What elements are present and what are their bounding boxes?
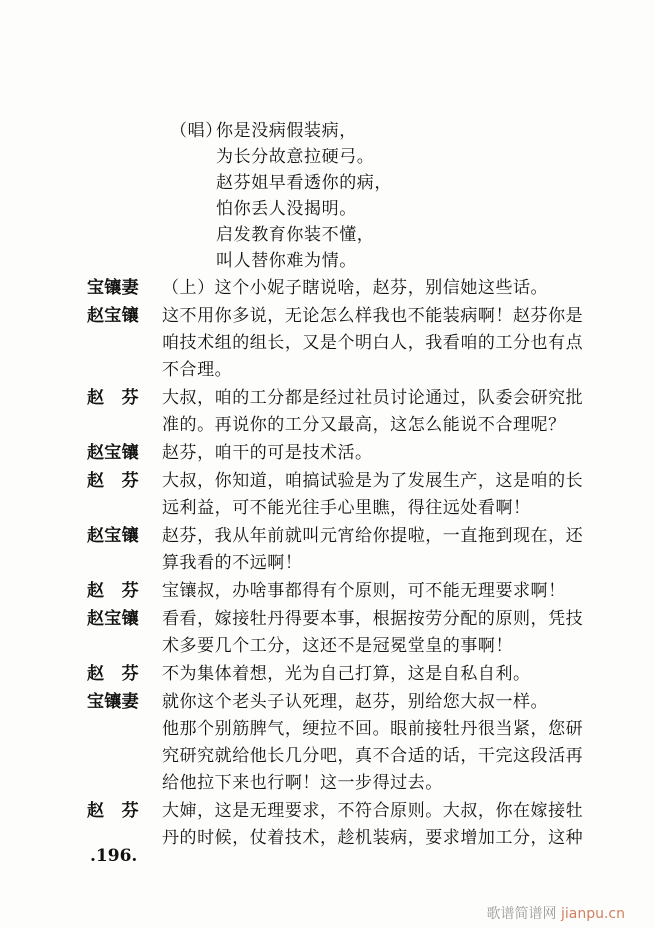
verse-line [170,222,655,248]
dialogue-line: 他那个别筋脾气，绠拉不回。眼前接牡丹很当紧，您研 [162,719,584,739]
stage-cue: （唱） [170,121,223,141]
dialogue-line: 宝镶叔，办啥事都得有个原则，可不能无理要求啊！ [162,581,566,601]
watermark [487,903,625,923]
verse-text: 启发教育你装不懂， [216,225,375,245]
dialogue-line: 究研究就给他长几分吧，真不合适的话，干完这段活再 [162,746,584,766]
speaker-name: 赵宝镶 [87,443,139,463]
verse-line [170,248,655,274]
dialogue-line: 给他拉下来也行啊！这一步得过去。 [162,773,443,793]
speaker-name: 宝镶妻 [87,692,139,712]
dialogue-line: 这不用你多说，无论怎么样我也不能装病啊！赵芬你是 [162,306,584,326]
verse-line [170,170,655,196]
dialogue [0,275,655,852]
speaker-name: 赵 芬 [87,581,139,601]
dialogue-line: 准的。再说你的工分又最高，这怎么能说不合理呢？ [162,415,566,435]
dialogue-line: 丹的时候，仗着技术，趁机装病，要求增加工分，这种 [162,828,584,848]
dialogue-line: 大婶，这是无理要求，不符合原则。大叔，你在嫁接牡 [162,801,584,821]
speaker-name: 赵 芬 [87,801,139,821]
dialogue-block [0,303,655,384]
dialogue-line: 赵芬，我从年前就叫元宵给你提啦，一直拖到现在，还 [162,526,584,546]
speaker-name: 赵 芬 [87,471,139,491]
speaker-name: 赵宝镶 [87,609,139,629]
script-page [0,118,655,852]
speaker-name: 宝镶妻 [87,278,139,298]
dialogue-line: 赵芬，咱干的可是技术活。 [162,443,373,463]
dialogue-line: 不为集体着想，光为自己打算，这是自私自利。 [162,664,531,684]
dialogue-line: 咱技术组的组长，又是个明白人，我看咱的工分也有点 [162,333,584,353]
dialogue-block [0,606,655,660]
dialogue-block [0,385,655,439]
dialogue-line: 远利益，可不能光往手心里瞧，得往远处看啊！ [162,498,531,518]
dialogue-line: 不合理。 [162,360,233,380]
dialogue-block [0,689,655,797]
dialogue-block [0,523,655,577]
verse-text: 赵芬姐早看透你的病， [216,173,392,193]
speaker-name: 赵宝镶 [87,306,139,326]
speaker-name: 赵宝镶 [87,526,139,546]
verse-text: 怕你丢人没揭明。 [216,199,357,219]
dialogue-line: 看看，嫁接牡丹得要本事，根据按劳分配的原则，凭技 [162,609,584,629]
verse-line [170,196,655,222]
sung-verse [170,118,655,274]
dialogue-block [0,275,655,302]
verse-text: 为长分故意拉硬弓。 [216,147,375,167]
dialogue-block [0,661,655,688]
dialogue-line: 大叔，你知道，咱搞试验是为了发展生产，这是咱的长 [162,471,584,491]
speaker-name: 赵 芬 [87,388,139,408]
dialogue-line: 算我看的不远啊！ [162,553,303,573]
page-number: .196. [90,846,138,866]
dialogue-block [0,578,655,605]
dialogue-block [0,798,655,852]
dialogue-block [0,468,655,522]
dialogue-block [0,440,655,467]
dialogue-line: 就你这个老头子认死理，赵芬，别给您大叔一样。 [162,692,549,712]
speaker-name: 赵 芬 [87,664,139,684]
verse-text: 你是没病假装病， [216,121,357,141]
watermark-en: jianpu.cn [560,906,625,922]
dialogue-line: 术多要几个工分，这还不是冠冕堂皇的事啊！ [162,636,513,656]
verse-line [170,118,655,144]
dialogue-line: （上）这个小妮子瞎说啥，赵芬，别信她这些话。 [162,278,549,298]
watermark-cn: 歌谱简谱网 [486,906,557,922]
dialogue-line: 大叔，咱的工分都是经过社员讨论通过，队委会研究批 [162,388,584,408]
verse-text: 叫人替你难为情。 [216,251,357,271]
verse-line [170,144,655,170]
